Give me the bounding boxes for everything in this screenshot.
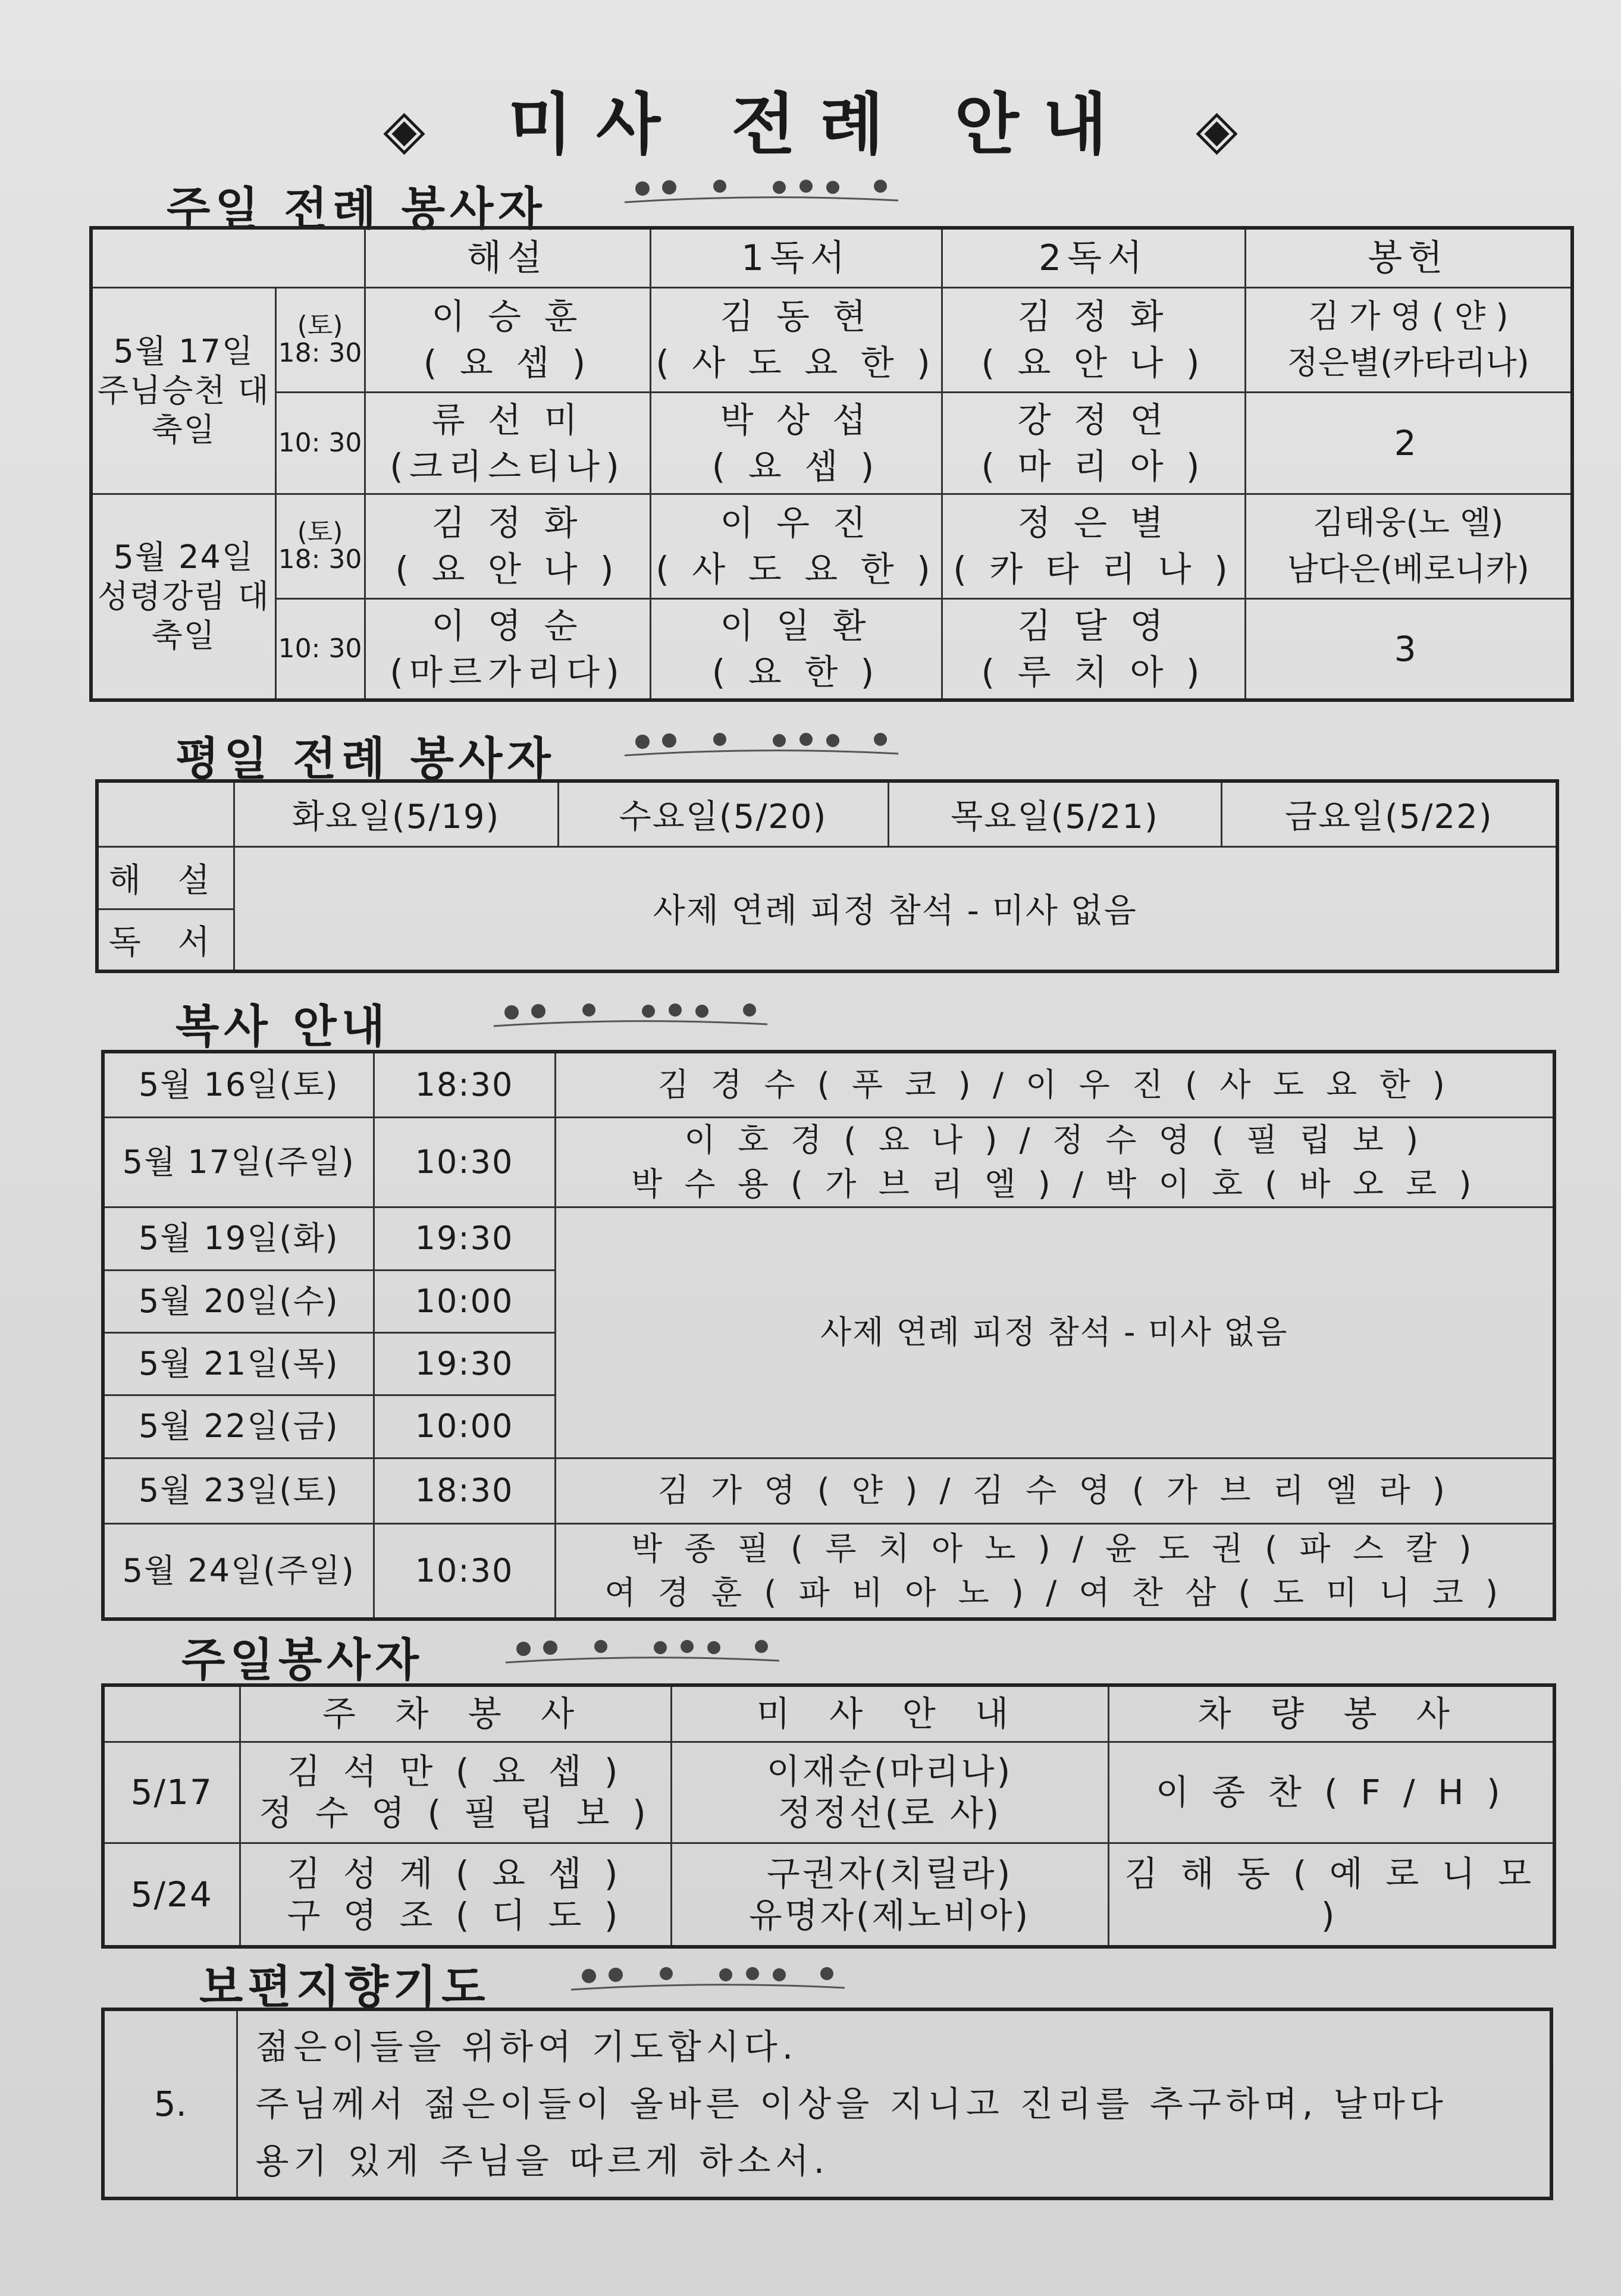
sunday-liturgy-heading: 주일 전례 봉사자 xyxy=(167,182,547,235)
weekday-liturgy-table xyxy=(95,779,1559,973)
page-title xyxy=(0,71,1621,167)
weekday-notice: 사제 연례 피정 참석 - 미사 없음 xyxy=(234,846,1557,971)
server-time: 10:00 xyxy=(374,1395,555,1458)
server-time: 10:30 xyxy=(374,1117,555,1207)
server-time: 18:30 xyxy=(374,1052,555,1117)
vehicle-name: 이 종 찬 ( F / H ) xyxy=(1108,1742,1554,1843)
reading1-baptismal: ( 요 한 ) xyxy=(711,651,880,692)
server-date: 5월 20일(수) xyxy=(103,1270,374,1332)
table-corner-cell xyxy=(103,1685,240,1742)
server-names-line2: 여 경 훈 ( 파 비 아 노 ) / 여 찬 삼 ( 도 미 니 코 ) xyxy=(604,1573,1504,1611)
reading2-name: 김 정 화 xyxy=(1017,296,1169,337)
reading2-name: 강 정 연 xyxy=(1017,399,1169,440)
flower-decoration-icon xyxy=(619,175,904,211)
server-time: 19:30 xyxy=(374,1207,555,1270)
reading2-baptismal: ( 카 타 리 나 ) xyxy=(953,549,1234,590)
parking-name-2: 구 영 조 ( 디 도 ) xyxy=(287,1894,624,1936)
server-date: 5월 21일(목) xyxy=(103,1332,374,1395)
offering-name-1: 김 가 영 ( 얀 ) xyxy=(1308,297,1509,335)
row-label-reading: 독 서 xyxy=(97,909,234,971)
reading2-baptismal: ( 요 안 나 ) xyxy=(981,343,1206,384)
server-time: 10:30 xyxy=(374,1523,555,1619)
reading1-baptismal: ( 요 셉 ) xyxy=(711,446,880,487)
flower-decoration-icon xyxy=(500,1636,785,1671)
volunteer-date: 5/24 xyxy=(103,1843,240,1947)
commentary-name: 이 승 훈 xyxy=(431,296,584,337)
server-date: 5월 17일(주일) xyxy=(103,1117,374,1207)
table-row xyxy=(91,288,1572,393)
weekday-liturgy-heading: 평일 전례 봉사자 xyxy=(175,732,556,785)
table-corner-cell xyxy=(97,781,234,846)
offering-group: 2 xyxy=(1245,392,1572,494)
header-vehicle: 차 량 봉 사 xyxy=(1108,1685,1554,1742)
sunday-volunteers-table xyxy=(101,1683,1556,1949)
reading2-name: 정 은 별 xyxy=(1017,503,1169,544)
server-time: 18:30 xyxy=(374,1458,555,1523)
commentary-name: 김 정 화 xyxy=(431,503,584,544)
altar-servers-notice: 사제 연례 피정 참석 - 미사 없음 xyxy=(555,1207,1554,1458)
server-names-line1: 박 종 필 ( 루 치 아 노 ) / 윤 도 권 ( 파 스 칼 ) xyxy=(631,1529,1478,1567)
row-label-commentary: 해 설 xyxy=(97,846,234,909)
reading1-baptismal: ( 사 도 요 한 ) xyxy=(656,549,936,590)
header-commentary: 해설 xyxy=(365,228,650,288)
table-row xyxy=(91,598,1572,700)
prayer-line-1: 젊은이들을 위하여 기도합시다. xyxy=(255,2027,798,2067)
prayer-line-3: 용기 있게 주님을 따르게 하소서. xyxy=(255,2141,830,2181)
table-row xyxy=(103,1207,1554,1270)
server-names-line1: 이 호 경 ( 요 나 ) / 정 수 영 ( 필 립 보 ) xyxy=(684,1121,1425,1159)
table-row xyxy=(103,1523,1554,1619)
sunday-liturgy-table xyxy=(89,226,1574,702)
header-friday: 금요일(5/22) xyxy=(1221,781,1557,846)
server-date: 5월 23일(토) xyxy=(103,1458,374,1523)
diamond-right-icon: ◈ xyxy=(1196,97,1238,161)
table-row xyxy=(103,1117,1554,1207)
reading1-name: 박 상 섭 xyxy=(720,399,872,440)
guide-name-1: 구권자(치릴라) xyxy=(766,1853,1013,1894)
page-title-text: 미사 전례 안내 xyxy=(507,86,1131,164)
table-row xyxy=(103,1052,1554,1117)
server-date: 5월 19일(화) xyxy=(103,1207,374,1270)
guide-name-2: 유명자(제노비아) xyxy=(748,1894,1031,1936)
date-cell: 5월 24일 성령강림 대축일 xyxy=(91,494,275,700)
reading1-name: 김 동 현 xyxy=(720,296,872,337)
time-cell: 10: 30 xyxy=(275,598,365,700)
prayer-line-2: 주님께서 젊은이들이 올바른 이상을 지니고 진리를 추구하며, 날마다 xyxy=(255,2084,1448,2124)
flower-decoration-icon xyxy=(619,729,904,764)
header-reading2: 2독서 xyxy=(942,228,1245,288)
offering-name-2: 정은별(카타리나) xyxy=(1287,344,1529,382)
parking-name-1: 김 성 계 ( 요 셉 ) xyxy=(287,1853,624,1894)
header-thursday: 목요일(5/21) xyxy=(888,781,1221,846)
header-offering: 봉헌 xyxy=(1245,228,1572,288)
volunteer-date: 5/17 xyxy=(103,1742,240,1843)
offering-name-1: 김태웅(노 엘) xyxy=(1313,504,1504,542)
commentary-baptismal: (마르가리다) xyxy=(390,651,625,692)
guide-name-2: 정정선(로 사) xyxy=(777,1793,1002,1833)
table-row xyxy=(103,1843,1554,1947)
prayer-number: 5. xyxy=(103,2009,237,2198)
commentary-name: 이 영 순 xyxy=(431,605,584,646)
reading1-name: 이 우 진 xyxy=(720,503,872,544)
commentary-baptismal: ( 요 셉 ) xyxy=(423,343,592,384)
table-row xyxy=(91,494,1572,598)
reading2-baptismal: ( 마 리 아 ) xyxy=(981,446,1206,487)
commentary-baptismal: (크리스티나) xyxy=(390,446,625,487)
header-mass-guide: 미 사 안 내 xyxy=(671,1685,1108,1742)
server-time: 19:30 xyxy=(374,1332,555,1395)
altar-servers-table xyxy=(101,1050,1556,1621)
server-names: 김 가 영 ( 얀 ) / 김 수 영 ( 가 브 리 엘 라 ) xyxy=(555,1458,1554,1523)
date-cell: 5월 17일 주님승천 대축일 xyxy=(91,288,275,494)
time-cell: (토) 18: 30 xyxy=(275,494,365,598)
time-cell: 10: 30 xyxy=(275,392,365,494)
universal-prayer-table xyxy=(101,2008,1553,2200)
reading2-baptismal: ( 루 치 아 ) xyxy=(981,651,1206,692)
reading1-name: 이 일 환 xyxy=(720,605,872,646)
flower-decoration-icon xyxy=(488,999,773,1035)
server-date: 5월 24일(주일) xyxy=(103,1523,374,1619)
universal-prayer-heading: 보편지향기도 xyxy=(199,1961,490,2013)
table-row xyxy=(103,1742,1554,1843)
sunday-volunteers-heading: 주일봉사자 xyxy=(181,1633,424,1686)
header-wednesday: 수요일(5/20) xyxy=(558,781,888,846)
table-corner-cell xyxy=(91,228,365,288)
diamond-left-icon: ◈ xyxy=(383,97,425,161)
table-row xyxy=(91,392,1572,494)
altar-servers-heading: 복사 안내 xyxy=(175,1000,390,1053)
server-date: 5월 16일(토) xyxy=(103,1052,374,1117)
table-row xyxy=(103,1458,1554,1523)
reading1-baptismal: ( 사 도 요 한 ) xyxy=(656,343,936,384)
vehicle-name: 김 해 동 ( 예 로 니 모 ) xyxy=(1108,1843,1554,1947)
guide-name-1: 이재순(마리나) xyxy=(766,1751,1013,1792)
server-names: 김 경 수 ( 푸 코 ) / 이 우 진 ( 사 도 요 한 ) xyxy=(555,1052,1554,1117)
header-tuesday: 화요일(5/19) xyxy=(234,781,558,846)
commentary-name: 류 선 미 xyxy=(431,399,584,440)
flower-decoration-icon xyxy=(565,1963,851,1999)
header-parking: 주 차 봉 사 xyxy=(240,1685,671,1742)
offering-name-2: 남다은(베로니카) xyxy=(1287,550,1529,588)
parking-name-2: 정 수 영 ( 필 립 보 ) xyxy=(259,1793,652,1833)
time-cell: (토) 18: 30 xyxy=(275,288,365,393)
parking-name-1: 김 석 만 ( 요 셉 ) xyxy=(287,1751,624,1792)
reading2-name: 김 달 영 xyxy=(1017,605,1169,646)
server-time: 10:00 xyxy=(374,1270,555,1332)
offering-group: 3 xyxy=(1245,598,1572,700)
header-reading1: 1독서 xyxy=(650,228,942,288)
commentary-baptismal: ( 요 안 나 ) xyxy=(395,549,620,590)
server-date: 5월 22일(금) xyxy=(103,1395,374,1458)
server-names-line2: 박 수 용 ( 가 브 리 엘 ) / 박 이 호 ( 바 오 로 ) xyxy=(631,1165,1478,1203)
